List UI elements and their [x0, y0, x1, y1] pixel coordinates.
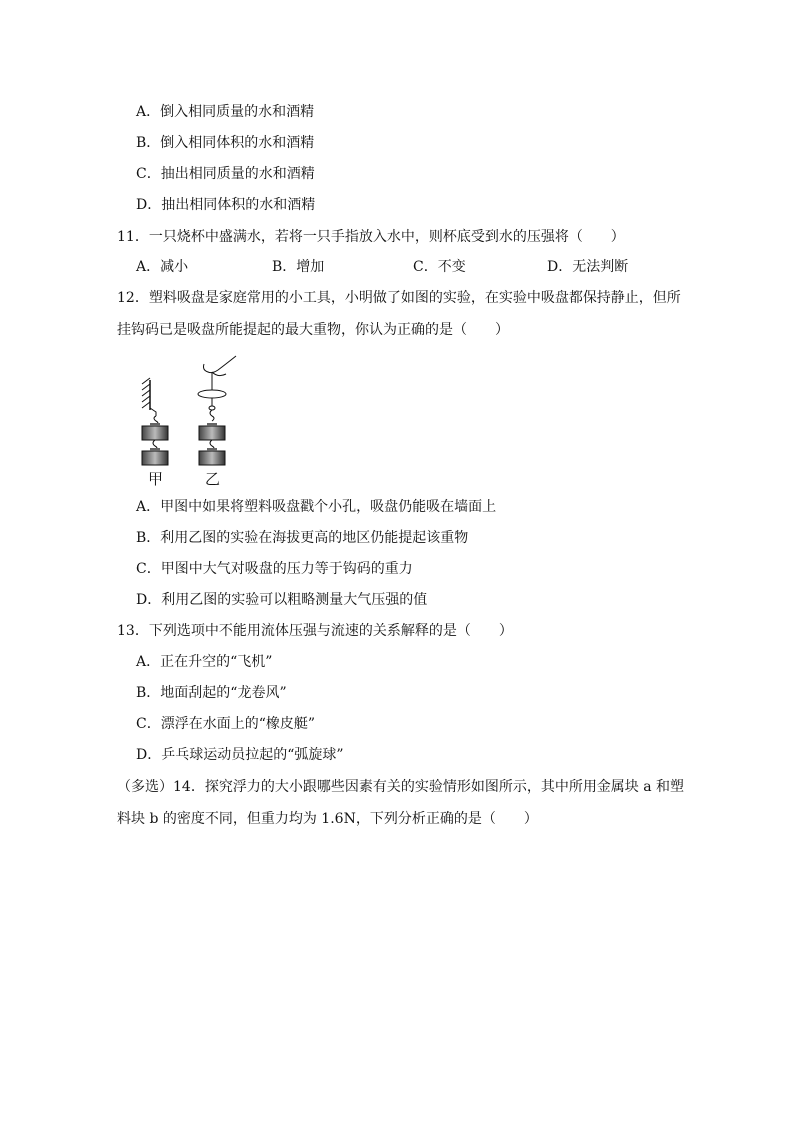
wall-hatching: [142, 378, 150, 410]
q11-option-a: A．减小: [136, 259, 189, 275]
q12-option-c: C．甲图中大气对吸盘的压力等于钩码的重力: [136, 561, 413, 577]
q14-stem-line2: 料块 b 的密度不同，但重力均为 1.6N，下列分析正确的是（ ）: [117, 811, 538, 827]
q12-option-a: A．甲图中如果将塑料吸盘戳个小孔，吸盘仍能吸在墙面上: [136, 499, 497, 515]
q12-stem-line2: 挂钩码已是吸盘所能提起的最大重物，你认为正确的是（ ）: [117, 322, 509, 338]
q10-option-c: C．抽出相同质量的水和酒精: [136, 166, 315, 182]
q12-option-d: D．利用乙图的实验可以粗略测量大气压强的值: [136, 592, 428, 608]
figure-label-jia: 甲: [148, 470, 164, 488]
q13-option-d: D．乒乓球运动员拉起的“弧旋球”: [136, 747, 344, 763]
q10-option-d: D．抽出相同体积的水和酒精: [136, 197, 316, 213]
suction-cup-yi: [198, 390, 226, 421]
q14-stem-line1: （多选）14．探究浮力的大小跟哪些因素有关的实验情形如图所示，其中所用金属块 a 和塑: [117, 779, 685, 795]
q12-stem-line1: 12．塑料吸盘是家庭常用的小工具，小明做了如图的实验，在实验中吸盘都保持静止，但所: [117, 290, 681, 306]
q13-option-a: A．正在升空的“飞机”: [136, 654, 273, 670]
weights-yi: [199, 423, 225, 465]
suction-cup-diagram: [128, 350, 258, 490]
q13-option-c: C．漂浮在水面上的“橡皮艇”: [136, 716, 316, 732]
q11-option-b: B．增加: [272, 259, 325, 275]
q13-stem: 13．下列选项中不能用流体压强与流速的关系解释的是（ ）: [117, 623, 513, 639]
q11-option-d: D．无法判断: [547, 259, 629, 275]
q12-option-b: B．利用乙图的实验在海拔更高的地区仍能提起该重物: [136, 530, 469, 546]
suction-cup-figure: [128, 350, 258, 490]
weights-jia: [142, 423, 168, 465]
hand-yi: [204, 356, 237, 390]
q11-option-c: C．不变: [413, 259, 466, 275]
q10-option-a: A．倒入相同质量的水和酒精: [136, 104, 315, 120]
q11-stem: 11．一只烧杯中盛满水，若将一只手指放入水中，则杯底受到水的压强将（ ）: [117, 229, 625, 245]
q13-option-b: B．地面刮起的“龙卷风”: [136, 685, 287, 701]
q11-options: [0, 257, 794, 279]
q10-option-b: B．倒入相同体积的水和酒精: [136, 135, 315, 151]
figure-label-yi: 乙: [205, 470, 221, 488]
